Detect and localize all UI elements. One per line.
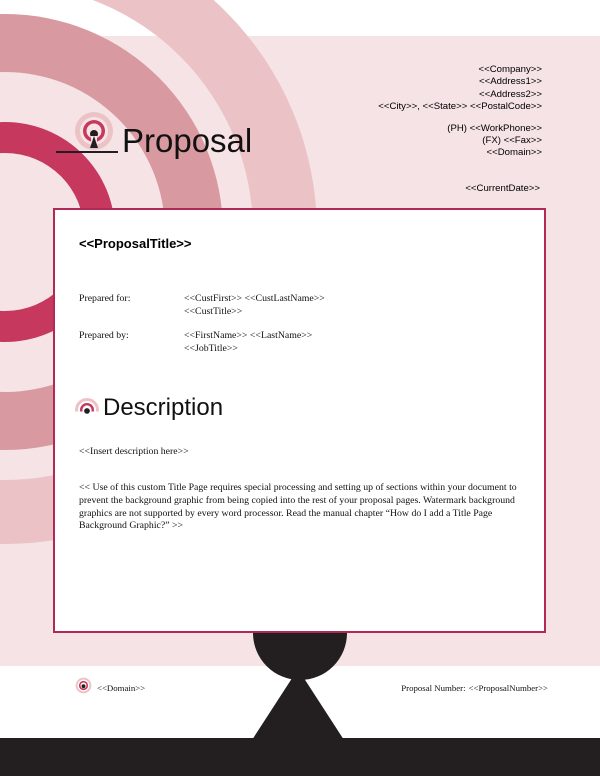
company-name: <<Company>>	[478, 64, 542, 75]
description-heading: Description	[103, 394, 224, 421]
signal-rings-icon	[74, 397, 100, 423]
footer-proposal-number	[401, 683, 548, 693]
customer-title: <<CustTitle>>	[184, 306, 243, 317]
proposal-title: <<ProposalTitle>>	[79, 236, 192, 251]
work-phone: (PH) <<WorkPhone>>	[447, 122, 542, 134]
fax-number: (FX) <<Fax>>	[482, 135, 542, 147]
author-title: <<JobTitle>>	[184, 343, 238, 354]
company-address-block	[378, 64, 542, 160]
address-line-1: <<Address1>>	[479, 76, 542, 88]
proposal-number-value: <<ProposalNumber>>	[468, 683, 548, 693]
proposal-number-label: Proposal Number:	[401, 683, 466, 693]
author-name: <<FirstName>> <<LastName>>	[184, 330, 313, 341]
proposal-heading: Proposal	[122, 122, 253, 159]
footer-logo-icon	[75, 677, 92, 694]
prepared-for-label: Prepared for:	[79, 293, 131, 304]
prepared-by-label: Prepared by:	[79, 330, 129, 341]
description-note: << Use of this custom Title Page requires special processing and setting up of sections within your document to prevent the background graphic from being copied into the rest of your proposal pages. Watermark background graphics are not supported by every word processor. Read the manual chapter “How do I add a Title Page Background Graphic?” >>	[79, 482, 517, 532]
signal-tower-icon	[56, 106, 122, 156]
current-date: <<CurrentDate>>	[465, 183, 540, 194]
customer-name: <<CustFirst>> <<CustLastName>>	[184, 293, 325, 304]
bottom-dark-bar	[0, 738, 600, 776]
prepared-for-value	[184, 292, 325, 318]
description-placeholder: <<Insert description here>>	[79, 446, 189, 457]
footer-domain: <<Domain>>	[97, 683, 146, 693]
address-line-2: <<Address2>>	[479, 88, 542, 100]
company-domain: <<Domain>>	[486, 147, 542, 159]
prepared-by-value	[184, 329, 312, 355]
city-state-zip: <<City>>, <<State>> <<PostalCode>>	[378, 101, 542, 113]
